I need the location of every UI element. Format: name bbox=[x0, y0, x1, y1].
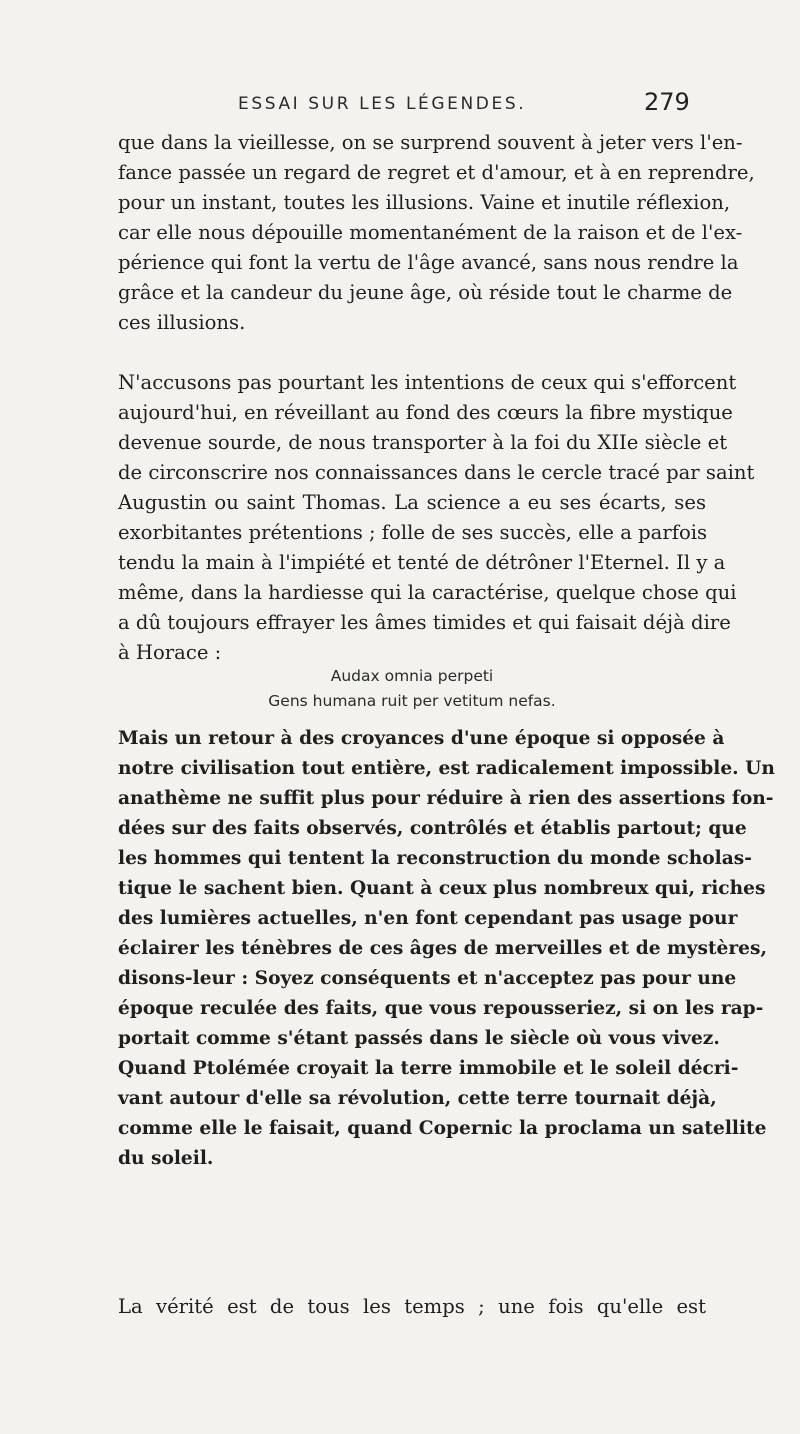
quote-line: Gens humana ruit per vetitum nefas. bbox=[268, 692, 556, 710]
running-head bbox=[0, 88, 800, 122]
text-line: exorbitantes prétentions ; folle de ses succès, elle a parfois bbox=[118, 521, 708, 544]
text-line: car elle nous dépouille momentanément de la raison et de l'ex- bbox=[118, 221, 743, 244]
text-line: devenue sourde, de nous transporter à la foi du XIIe siècle et bbox=[118, 431, 728, 454]
paragraph-2 bbox=[118, 368, 755, 668]
text-line: grâce et la candeur du jeune âge, où réside tout le charme de bbox=[118, 281, 733, 304]
text-line: ces illusions. bbox=[118, 311, 246, 334]
text-line: époque reculée des faits, que vous repousseriez, si on les rap- bbox=[118, 998, 764, 1019]
text-line: tique le sachent bien. Quant à ceux plus nombreux qui, riches bbox=[118, 878, 766, 899]
text-line: les hommes qui tentent la reconstruction du monde scholas- bbox=[118, 848, 752, 869]
text-line: fance passée un regard de regret et d'amour, et à en reprendre, bbox=[118, 161, 755, 184]
text-line: dées sur des faits observés, contrôlés et établis partout; que bbox=[118, 818, 747, 839]
text-line: Augustin ou saint Thomas. La science a eu ses écarts, ses bbox=[118, 491, 706, 514]
paragraph-4 bbox=[118, 1292, 706, 1322]
paragraph-3 bbox=[118, 724, 775, 1174]
text-line: que dans la vieillesse, on se surprend souvent à jeter vers l'en- bbox=[118, 131, 743, 154]
text-line: vant autour d'elle sa révolution, cette terre tournait déjà, bbox=[118, 1088, 717, 1109]
text-line: a dû toujours effrayer les âmes timides et qui faisait déjà dire bbox=[118, 611, 731, 634]
text-line: à Horace : bbox=[118, 641, 222, 664]
page-number: 279 bbox=[644, 88, 690, 116]
text-line: de circonscrire nos connaissances dans le cercle tracé par saint bbox=[118, 461, 755, 484]
text-line: Quand Ptolémée croyait la terre immobile et le soleil décri- bbox=[118, 1058, 739, 1079]
latin-quote bbox=[118, 664, 706, 714]
text-line: anathème ne suffit plus pour réduire à rien des assertions fon- bbox=[118, 788, 774, 809]
text-line: disons-leur : Soyez conséquents et n'acceptez pas pour une bbox=[118, 968, 737, 989]
text-line: N'accusons pas pourtant les intentions de ceux qui s'efforcent bbox=[118, 371, 737, 394]
text-line: même, dans la hardiesse qui la caractérise, quelque chose qui bbox=[118, 581, 737, 604]
text-line: du soleil. bbox=[118, 1148, 214, 1169]
text-line: La vérité est de tous les temps ; une fois qu'elle est bbox=[118, 1295, 706, 1318]
text-line: aujourd'hui, en réveillant au fond des cœurs la fibre mystique bbox=[118, 401, 733, 424]
text-line: comme elle le faisait, quand Copernic la proclama un satellite bbox=[118, 1118, 767, 1139]
text-line: des lumières actuelles, n'en font cependant pas usage pour bbox=[118, 908, 738, 929]
running-title: ESSAI SUR LES LÉGENDES. bbox=[238, 94, 527, 114]
text-line: éclairer les ténèbres de ces âges de merveilles et de mystères, bbox=[118, 938, 767, 959]
text-line: périence qui font la vertu de l'âge avancé, sans nous rendre la bbox=[118, 251, 739, 274]
paragraph-1 bbox=[118, 128, 755, 338]
text-line: tendu la main à l'impiété et tenté de détrôner l'Eternel. Il y a bbox=[118, 551, 726, 574]
quote-line: Audax omnia perpeti bbox=[330, 667, 494, 685]
text-line: Mais un retour à des croyances d'une époque si opposée à bbox=[118, 728, 725, 749]
text-line: notre civilisation tout entière, est radicalement impossible. Un bbox=[118, 758, 775, 779]
text-line: pour un instant, toutes les illusions. Vaine et inutile réflexion, bbox=[118, 191, 731, 214]
text-line: portait comme s'étant passés dans le siècle où vous vivez. bbox=[118, 1028, 720, 1049]
